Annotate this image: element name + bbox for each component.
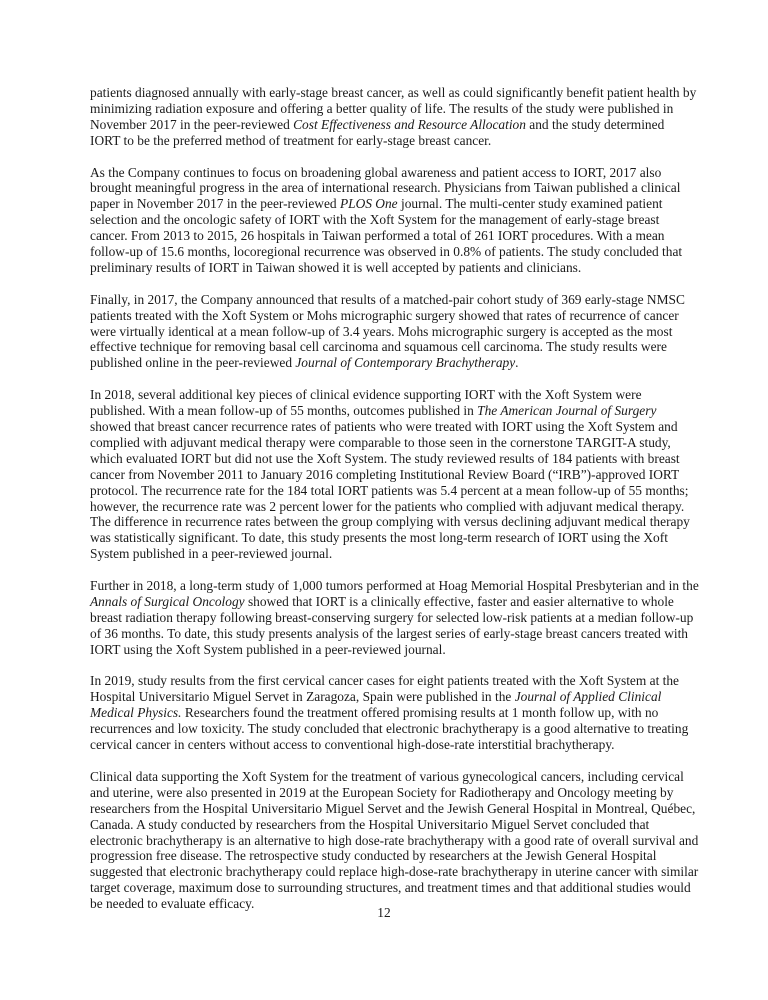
text-line xyxy=(90,499,690,515)
body-paragraph xyxy=(90,673,690,753)
text-run: The difference in recurrence rates between the group complying with versus declining adjuvant medical therapy xyxy=(90,514,690,530)
text-line xyxy=(90,339,690,355)
text-run: were virtually identical at a mean follow-up of 3.4 years. Mohs micrographic surgery is accepted as the most xyxy=(90,323,673,339)
text-line xyxy=(90,387,690,403)
text-run: brought meaningful progress in the area of international research. Physicians from Taiwan published a clinical xyxy=(90,180,681,196)
text-line xyxy=(90,705,690,721)
text-run: electronic brachytherapy is an alternative to high dose-rate brachytherapy with a good rate of overall survival and xyxy=(90,832,699,848)
text-line xyxy=(90,737,690,753)
text-line xyxy=(90,642,690,658)
text-run: published online in the peer-reviewed xyxy=(90,355,296,371)
text-run: researchers from the Hospital Universitario Miguel Servet and the Jewish General Hospital in Montreal, Québec, xyxy=(90,800,696,816)
text-line xyxy=(90,212,690,228)
italic-citation: PLOS One xyxy=(339,196,398,212)
text-run: protocol. The recurrence rate for the 184 total IORT patients was 5.4 percent at a mean follow-up of 55 months; xyxy=(90,482,689,498)
text-line xyxy=(90,324,690,340)
text-line xyxy=(90,403,690,419)
text-line xyxy=(90,546,690,562)
text-line xyxy=(90,292,690,308)
text-run: complied with adjuvant medical therapy were comparable to those seen in the cornerstone TARGIT-A study, xyxy=(90,434,671,450)
text-run: which evaluated IORT but did not use the Xoft System. The study reviewed results of 184 patients with breast xyxy=(90,450,680,466)
text-line xyxy=(90,594,690,610)
text-run: In 2018, several additional key pieces of clinical evidence supporting IORT with the Xoft System were xyxy=(90,387,642,403)
text-run: effective technique for removing basal cell carcinoma and squamous cell carcinoma. The study results were xyxy=(90,339,667,355)
text-run: Clinical data supporting the Xoft System for the treatment of various gynecological cancers, including cervical xyxy=(90,768,684,784)
text-run: System published in a peer-reviewed journal. xyxy=(90,546,333,562)
text-line xyxy=(90,260,690,276)
text-run: Finally, in 2017, the Company announced that results of a matched-pair cohort study of 369 early-stage NMSC xyxy=(90,291,685,307)
text-line xyxy=(90,85,697,101)
text-line xyxy=(90,101,690,117)
text-run: cervical cancer in centers without access to conventional high-dose-rate interstitial brachytherapy. xyxy=(90,737,615,753)
body-paragraph xyxy=(90,85,697,149)
text-run: showed that breast cancer recurrence rates of patients who were treated with IORT using the Xoft System and xyxy=(90,418,678,434)
text-line xyxy=(90,244,690,260)
text-run: was statistically significant. To date, this study presents the most long-term research of IORT using the Xoft xyxy=(90,530,668,546)
text-run: minimizing radiation exposure and offering a better quality of life. The results of the study were published in xyxy=(90,100,674,116)
text-run: and uterine, were also presented in 2019 at the European Society for Radiotherapy and Oncology meeting by xyxy=(90,784,674,800)
text-run: selection and the oncologic safety of IORT with the Xoft System for the management of early-stage breast xyxy=(90,212,660,228)
text-run: paper in November 2017 in the peer-reviewed xyxy=(90,196,340,212)
text-run: cancer from November 2011 to January 2016 completing Institutional Review Board (“IRB”)-approved IORT xyxy=(90,466,680,482)
text-run: recurrences and low toxicity. The study concluded that electronic brachytherapy is a good alternative to treating xyxy=(90,721,689,737)
text-line xyxy=(90,435,690,451)
body-paragraph xyxy=(90,768,699,912)
body-paragraph xyxy=(90,387,690,562)
text-run: of 36 months. To date, this study presents analysis of the largest series of early-stage breast cancers treated with xyxy=(90,625,689,641)
body-paragraph xyxy=(90,165,690,276)
text-line xyxy=(90,308,690,324)
text-run: preliminary results of IORT in Taiwan showed it is well accepted by patients and clinicians. xyxy=(90,259,582,275)
text-run: target coverage, maximum dose to surrounding structures, and treatment times and that additional studies would xyxy=(90,880,691,896)
text-run: patients treated with the Xoft System or Mohs micrographic surgery showed that rates of recurrence of cancer xyxy=(90,307,679,323)
text-run: be needed to evaluate efficacy. xyxy=(90,896,255,912)
body-paragraph xyxy=(90,292,690,372)
text-line xyxy=(90,689,690,705)
italic-citation: Cost Effectiveness and Resource Allocation xyxy=(293,116,526,132)
text-line xyxy=(90,609,694,626)
text-line xyxy=(90,800,696,817)
text-run: progression free disease. The retrospective study conducted by researchers at the Jewish General Hospital xyxy=(90,848,657,864)
text-line xyxy=(90,467,690,483)
text-run: patients diagnosed annually with early-stage breast cancer, as well as could significantly benefit patient health by xyxy=(90,85,697,100)
text-run: IORT using the Xoft System published in a peer-reviewed journal. xyxy=(90,641,446,657)
text-run: journal. The multi-center study examined patient xyxy=(397,196,663,212)
text-run: showed that IORT is a clinically effective, faster and easier alternative to whole xyxy=(244,593,674,609)
text-run: and the study determined xyxy=(525,116,665,132)
text-run: Further in 2018, a long-term study of 1,000 tumors performed at Hoag Memorial Hospital Presbyterian and in the xyxy=(90,578,699,594)
text-run: Researchers found the treatment offered promising results at 1 month follow up, with no xyxy=(181,705,659,721)
document-page xyxy=(90,85,699,928)
text-line xyxy=(90,355,690,371)
text-line xyxy=(90,483,690,499)
text-run: suggested that electronic brachytherapy could replace high-dose-rate brachytherapy in uterine cancer with similar xyxy=(90,864,699,880)
text-line xyxy=(90,451,690,467)
text-line xyxy=(90,514,690,530)
text-run: November 2017 in the peer-reviewed xyxy=(90,116,294,132)
page-number: 12 xyxy=(377,905,391,920)
text-run: IORT to be the preferred method of treatment for early-stage breast cancer. xyxy=(90,132,492,148)
text-line xyxy=(90,196,690,212)
text-line xyxy=(90,817,690,833)
text-line xyxy=(90,785,690,801)
text-line xyxy=(90,117,690,133)
text-run: breast radiation therapy following breast-conserving surgery for selected low-risk patients at a median follow-up xyxy=(90,609,694,625)
text-run: Hospital Universitario Miguel Servet in Zaragoza, Spain were published in the xyxy=(90,689,515,705)
text-line xyxy=(90,769,690,785)
text-line xyxy=(90,721,690,737)
text-run: cancer. From 2013 to 2015, 26 hospitals in Taiwan performed a total of 261 IORT procedures. With a mean xyxy=(90,228,665,244)
text-line xyxy=(90,832,699,849)
text-line xyxy=(90,133,690,149)
text-run: . xyxy=(515,355,519,371)
text-run: In 2019, study results from the first cervical cancer cases for eight patients treated with the Xoft System at the xyxy=(90,673,680,689)
italic-citation: The American Journal of Surgery xyxy=(477,403,657,419)
text-line xyxy=(90,165,690,181)
text-run: published. With a mean follow-up of 55 months, outcomes published in xyxy=(90,403,478,419)
text-line xyxy=(90,419,690,435)
text-run: As the Company continues to focus on broadening global awareness and patient access to IORT, 2017 also xyxy=(90,164,662,180)
text-line xyxy=(90,848,690,864)
text-line xyxy=(90,864,699,880)
text-line xyxy=(90,578,699,594)
text-run: Canada. A study conducted by researchers from the Hospital Universitario Miguel Servet concluded that xyxy=(90,816,650,832)
text-line xyxy=(90,673,690,689)
text-run: however, the recurrence rate was 2 percent lower for the patients who complied with adjuvant medical therapy. xyxy=(90,498,685,514)
text-line xyxy=(90,626,690,642)
text-line xyxy=(90,880,690,896)
text-run: follow-up of 15.6 months, locoregional recurrence was observed in 0.8% of patients. The study concluded that xyxy=(90,244,683,260)
italic-citation: Journal of Contemporary Brachytherapy xyxy=(295,355,516,371)
italic-citation: Annals of Surgical Oncology xyxy=(90,593,245,609)
body-paragraph xyxy=(90,578,699,658)
italic-citation: Journal of Applied Clinical xyxy=(514,689,662,705)
text-line xyxy=(90,228,690,244)
text-line xyxy=(90,530,690,546)
italic-citation: Medical Physics. xyxy=(90,705,182,721)
text-line xyxy=(90,180,690,196)
